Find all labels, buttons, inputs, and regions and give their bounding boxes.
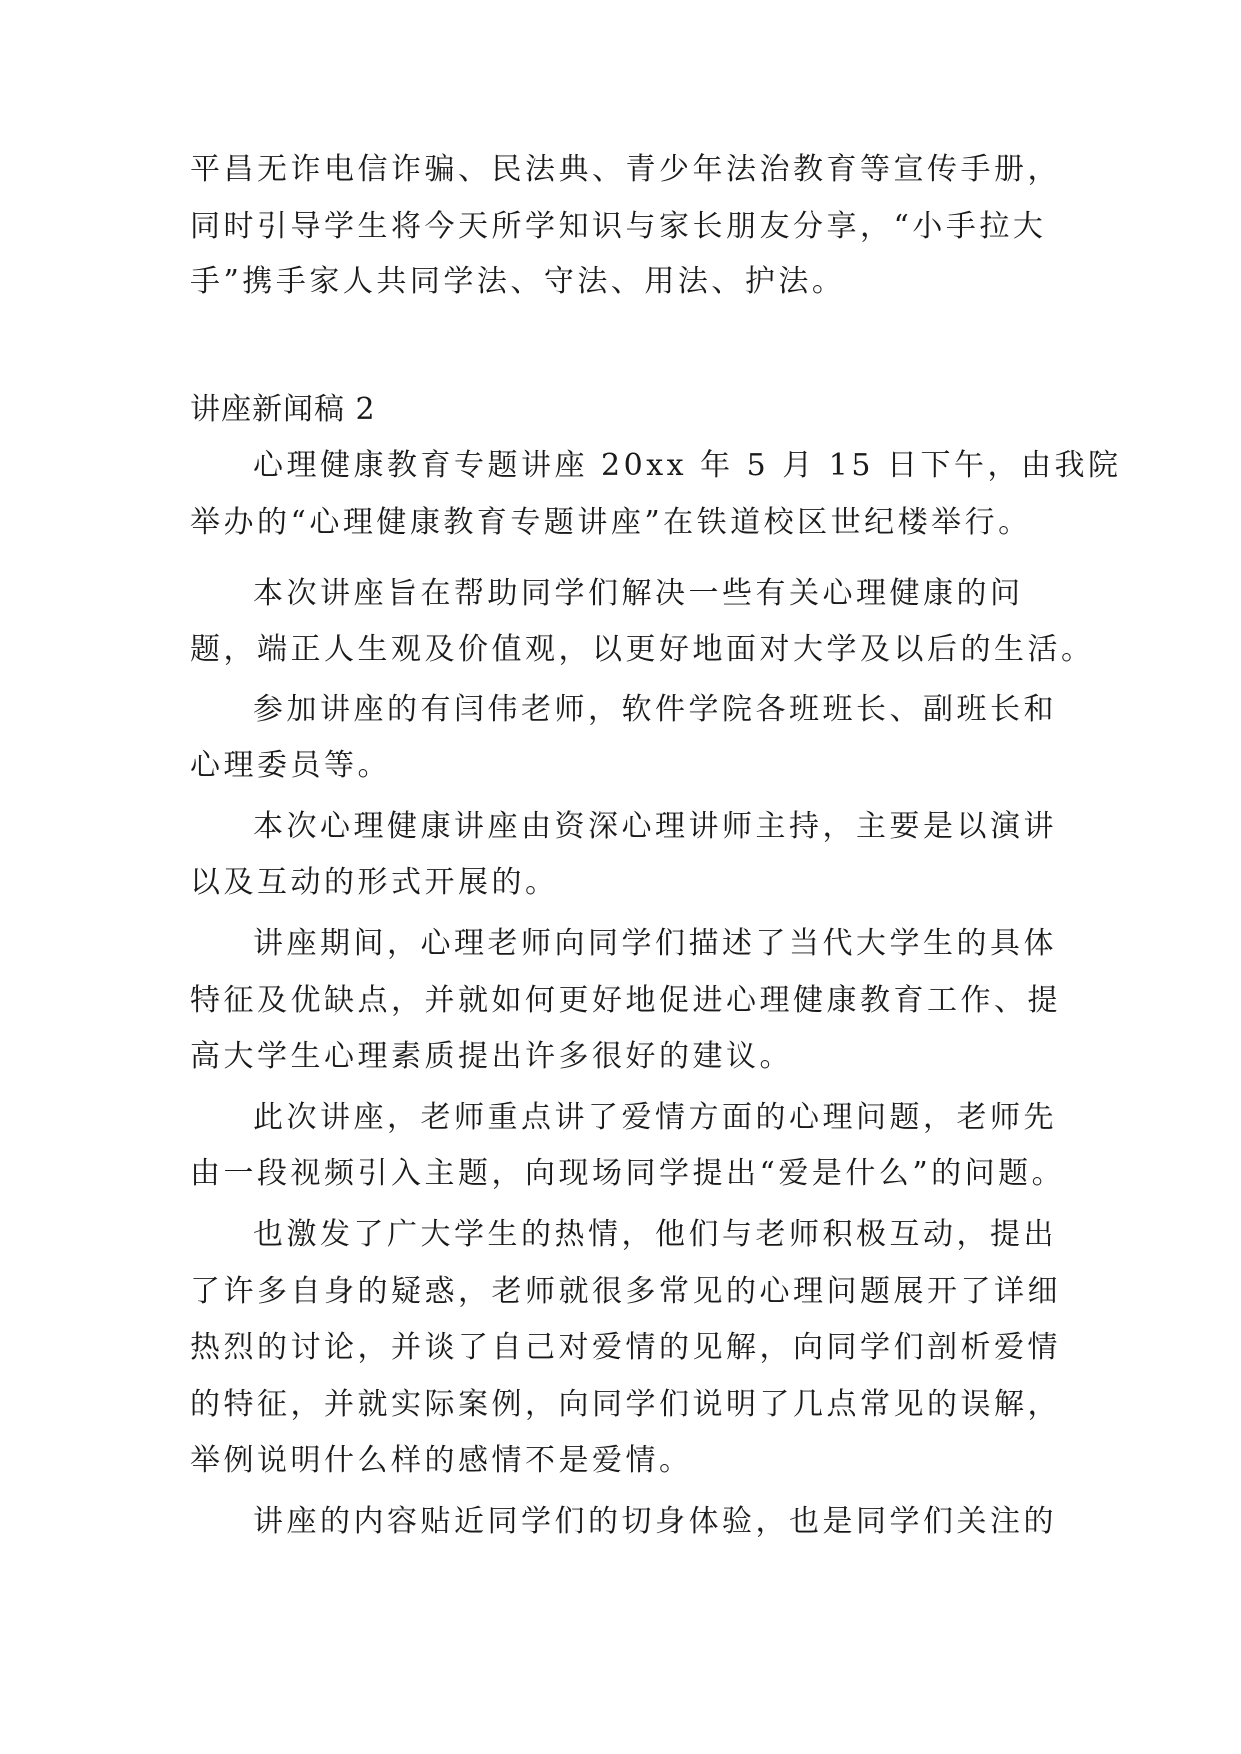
paragraph-line: 心理委员等。 (190, 748, 391, 783)
paragraph-line: 讲座期间，心理老师向同学们描述了当代大学生的具体 (253, 926, 1057, 961)
intro-line: 手”携手家人共同学法、守法、用法、护法。 (190, 264, 846, 299)
paragraph-line: 题，端正人生观及价值观，以更好地面对大学及以后的生活。 (190, 632, 1095, 667)
paragraph-line: 此次讲座，老师重点讲了爱情方面的心理问题，老师先 (253, 1100, 1057, 1135)
paragraph-line: 特征及优缺点，并就如何更好地促进心理健康教育工作、提 (190, 983, 1061, 1018)
paragraph-line: 以及互动的形式开展的。 (190, 865, 559, 900)
section-title: 讲座新闻稿 2 (190, 392, 376, 427)
paragraph-line: 高大学生心理素质提出许多很好的建议。 (190, 1039, 793, 1074)
paragraph-line: 也激发了广大学生的热情，他们与老师积极互动，提出 (253, 1217, 1057, 1252)
intro-line: 平昌无诈电信诈骗、民法典、青少年法治教育等宣传手册， (190, 152, 1061, 187)
paragraph-line: 本次心理健康讲座由资深心理讲师主持，主要是以演讲 (253, 809, 1057, 844)
paragraph-line: 举例说明什么样的感情不是爱情。 (190, 1443, 693, 1478)
paragraph-line: 举办的“心理健康教育专题讲座”在铁道校区世纪楼举行。 (190, 505, 1032, 540)
paragraph-line: 本次讲座旨在帮助同学们解决一些有关心理健康的问 (253, 576, 1024, 611)
paragraph-line: 讲座的内容贴近同学们的切身体验，也是同学们关注的 (253, 1504, 1057, 1539)
paragraph-line: 参加讲座的有闫伟老师，软件学院各班班长、副班长和 (253, 692, 1057, 727)
paragraph-line: 由一段视频引入主题，向现场同学提出“爱是什么”的问题。 (190, 1156, 1066, 1191)
paragraph-line: 心理健康教育专题讲座 20xx 年 5 月 15 日下午，由我院 (253, 448, 1122, 483)
intro-line: 同时引导学生将今天所学知识与家长朋友分享，“小手拉大 (190, 209, 1047, 244)
paragraph-line: 了许多自身的疑惑，老师就很多常见的心理问题展开了详细 (190, 1274, 1061, 1309)
paragraph-line: 的特征，并就实际案例，向同学们说明了几点常见的误解， (190, 1387, 1061, 1422)
paragraph-line: 热烈的讨论，并谈了自己对爱情的见解，向同学们剖析爱情 (190, 1330, 1061, 1365)
